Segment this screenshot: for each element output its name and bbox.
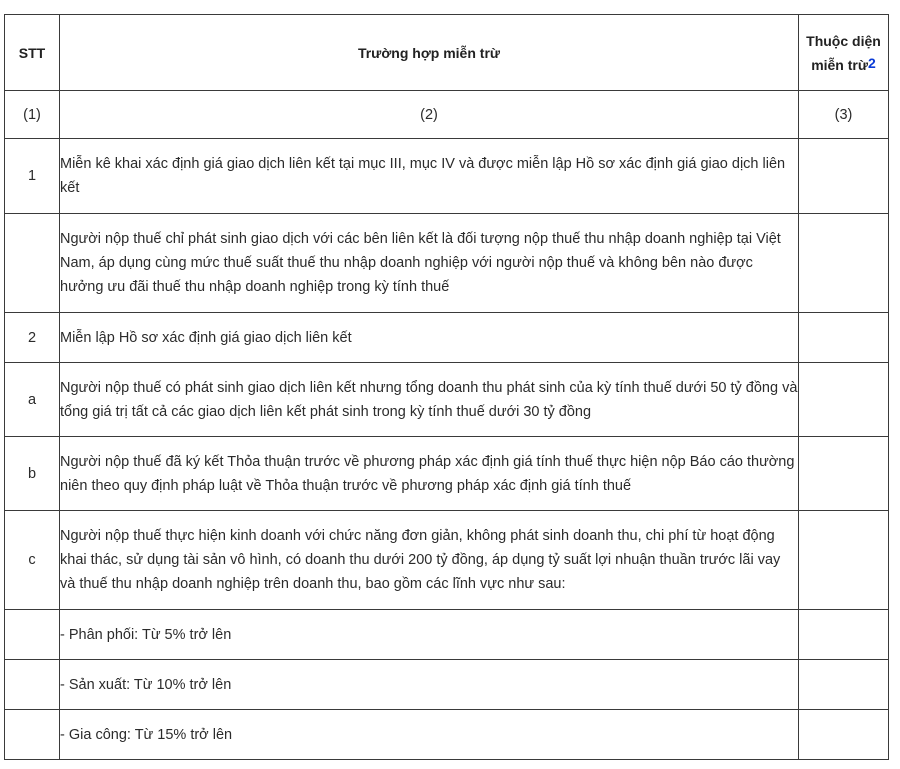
- row-applicable: [799, 660, 889, 710]
- row-number: [5, 660, 60, 710]
- row-number: [5, 610, 60, 660]
- table-row: [5, 660, 889, 710]
- table-row: [5, 139, 889, 214]
- numbering-row: [5, 91, 889, 139]
- row-number: b: [5, 437, 60, 511]
- numbering-cell-1: (1): [5, 91, 60, 139]
- table-row: [5, 363, 889, 437]
- row-number: 1: [5, 139, 60, 214]
- row-applicable: [799, 437, 889, 511]
- footnote-link[interactable]: 2: [868, 54, 876, 71]
- row-text: - Phân phối: Từ 5% trở lên: [60, 610, 799, 660]
- table-row: [5, 437, 889, 511]
- header-case: Trường hợp miễn trừ: [60, 15, 799, 91]
- row-text: Miễn lập Hồ sơ xác định giá giao dịch liên kết: [60, 313, 799, 363]
- table-row: [5, 214, 889, 313]
- numbering-cell-2: (2): [60, 91, 799, 139]
- row-number: a: [5, 363, 60, 437]
- row-number: [5, 710, 60, 760]
- row-applicable: [799, 214, 889, 313]
- row-applicable: [799, 139, 889, 214]
- row-applicable: [799, 610, 889, 660]
- table-row: [5, 610, 889, 660]
- table-row: [5, 313, 889, 363]
- row-applicable: [799, 511, 889, 610]
- exemption-table: [4, 14, 889, 760]
- header-applicable-line2: [799, 52, 888, 76]
- row-text: Người nộp thuế thực hiện kinh doanh với chức năng đơn giản, không phát sinh doanh thu, chi phí từ hoạt động khai thác, sử dụng tài sản vô hình, có doanh thu dưới 200 tỷ đồng, áp dụng tỷ suất lợi nhuận thuần trước lãi vay và thuế thu nhập doanh nghiệp trên doanh thu, bao gồm các lĩnh vực như sau:: [60, 511, 799, 610]
- numbering-cell-3: (3): [799, 91, 889, 139]
- header-applicable-label: miễn trừ: [811, 56, 869, 73]
- row-number: [5, 214, 60, 313]
- row-applicable: [799, 363, 889, 437]
- row-text: Miễn kê khai xác định giá giao dịch liên kết tại mục III, mục IV và được miễn lập Hồ sơ xác định giá giao dịch liên kết: [60, 139, 799, 214]
- header-row: [5, 15, 889, 91]
- row-text: - Sản xuất: Từ 10% trở lên: [60, 660, 799, 710]
- row-text: Người nộp thuế chỉ phát sinh giao dịch với các bên liên kết là đối tượng nộp thuế thu nhập doanh nghiệp tại Việt Nam, áp dụng cùng mức thuế suất thuế thu nhập doanh nghiệp với người nộp thuế và không bên nào được hưởng ưu đãi thuế thu nhập doanh nghiệp trong kỳ tính thuế: [60, 214, 799, 313]
- header-applicable-line1: Thuộc diện: [806, 32, 881, 49]
- table-row: [5, 511, 889, 610]
- row-text: Người nộp thuế đã ký kết Thỏa thuận trước về phương pháp xác định giá tính thuế thực hiện nộp Báo cáo thường niên theo quy định pháp luật về Thỏa thuận trước về phương pháp xác định giá tính thuế: [60, 437, 799, 511]
- row-text: - Gia công: Từ 15% trở lên: [60, 710, 799, 760]
- row-applicable: [799, 313, 889, 363]
- row-number: c: [5, 511, 60, 610]
- row-applicable: [799, 710, 889, 760]
- row-text: Người nộp thuế có phát sinh giao dịch liên kết nhưng tổng doanh thu phát sinh của kỳ tính thuế dưới 50 tỷ đồng và tổng giá trị tất cả các giao dịch liên kết phát sinh trong kỳ tính thuế dưới 30 tỷ đồng: [60, 363, 799, 437]
- row-number: 2: [5, 313, 60, 363]
- header-stt: STT: [5, 15, 60, 91]
- header-applicable: [799, 15, 889, 91]
- table-row: [5, 710, 889, 760]
